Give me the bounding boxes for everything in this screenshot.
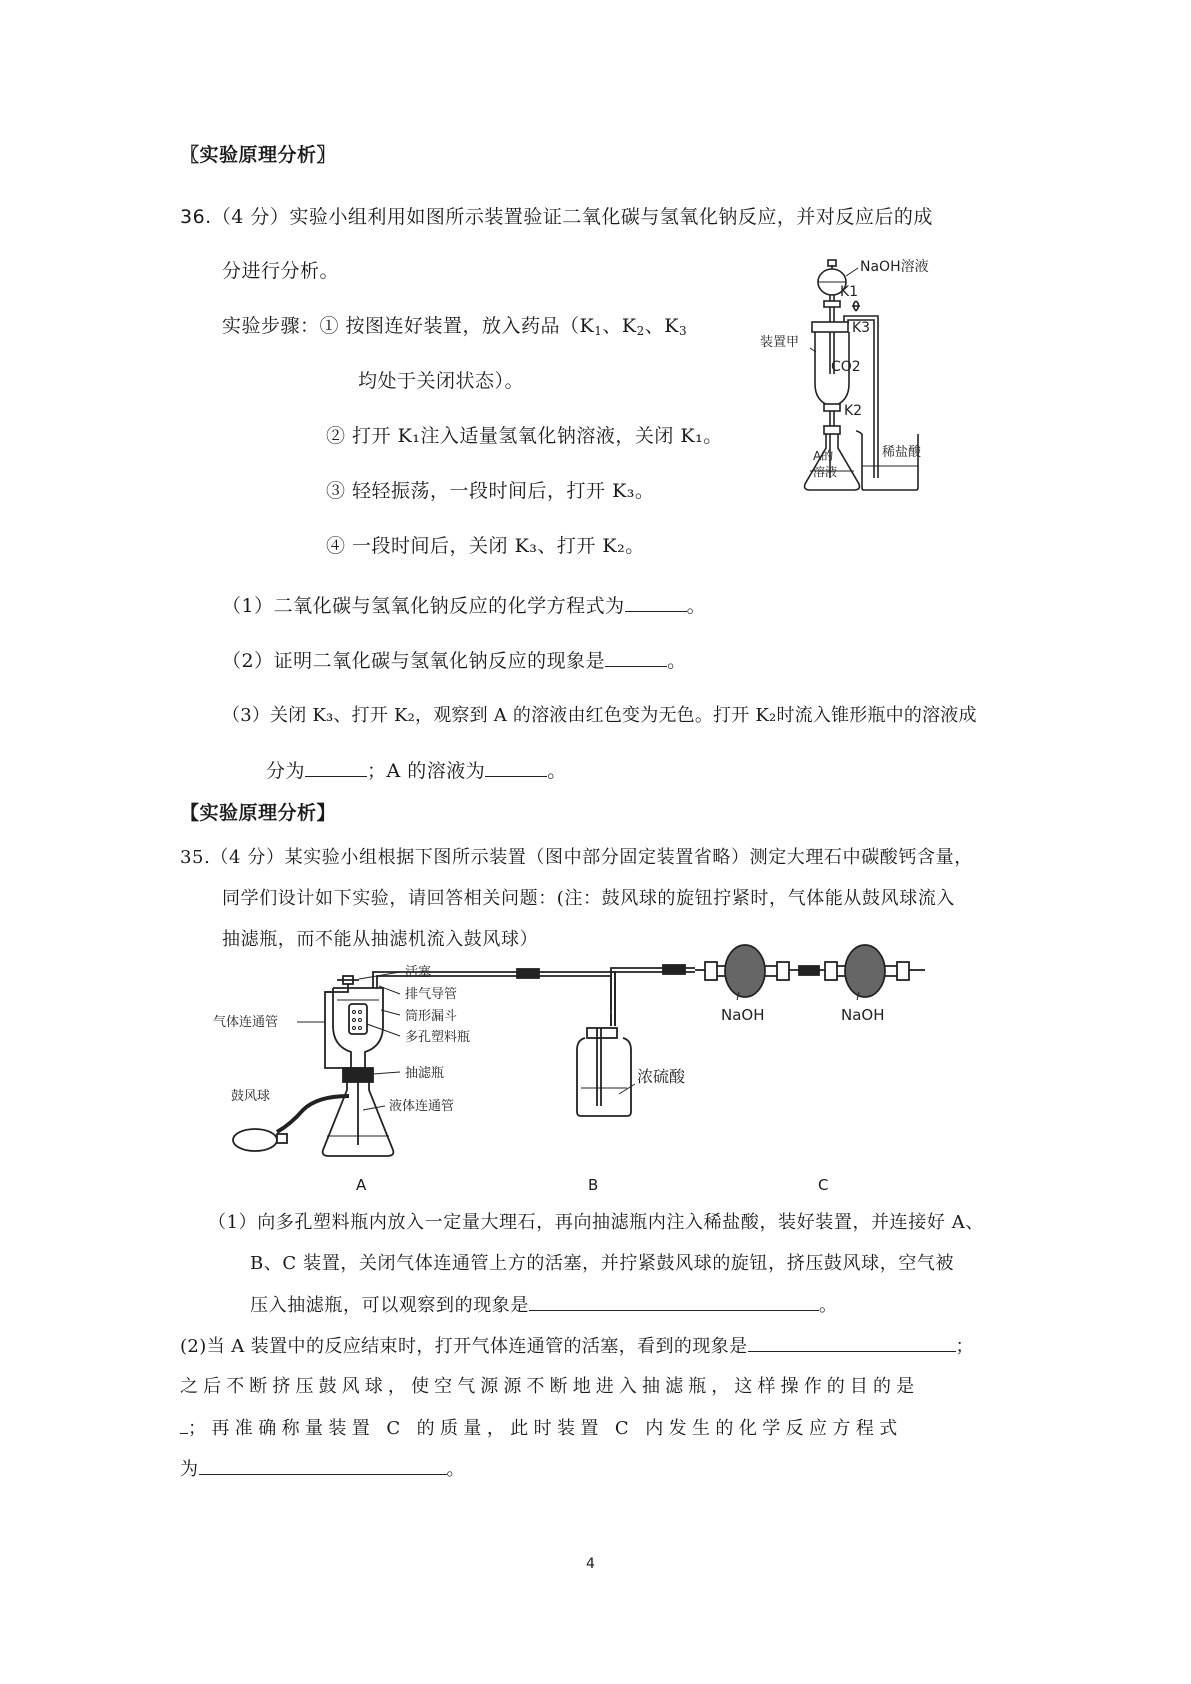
- apparatus-figure-35: [213, 960, 945, 1195]
- label-stopcock: 活塞: [405, 965, 432, 980]
- question-36-text: （4 分）实验小组利用如图所示装置验证二氧化碳与氢氧化钠反应，并对反应后的成: [211, 206, 933, 228]
- label-naoh-solution: NaOH溶液: [860, 259, 929, 275]
- label-funnel: 筒形漏斗: [405, 1009, 458, 1024]
- label-liquid-tube: 液体连通管: [389, 1099, 455, 1114]
- step-2: ② 打开 K₁注入适量氢氧化钠溶液，关闭 K₁。: [326, 425, 723, 447]
- label-gas-tube: 气体连通管: [213, 1015, 279, 1030]
- answer-blank[interactable]: [529, 1292, 819, 1311]
- answer-blank[interactable]: [199, 1456, 447, 1475]
- question-number: 36.: [180, 206, 212, 228]
- question-35-part-1-line-3: 压入抽滤瓶，可以观察到的现象是 。: [250, 1292, 838, 1319]
- label-naoh-1: NaOH: [721, 1006, 765, 1024]
- label-filter-flask: 抽滤瓶: [405, 1066, 445, 1081]
- question-36-part-3: （3）关闭 K₃、打开 K₂，观察到 A 的溶液由红色变为无色。打开 K₂时流入锥形瓶中的溶液成: [222, 705, 977, 726]
- question-36-part-3-cont: 分为 ；A 的溶液为 。: [266, 760, 567, 782]
- label-porous-bottle: 多孔塑料瓶: [405, 1030, 471, 1045]
- answer-blank[interactable]: [605, 648, 667, 667]
- step-1-text: ① 按图连好装置，放入药品（K: [319, 315, 595, 337]
- question-35-line-1: 35.（4 分）某实验小组根据下图所示装置（图中部分固定装置省略）测定大理石中碳酸钙含量，: [180, 847, 973, 868]
- question-35-line-3: 抽滤瓶，而不能从抽滤机流入鼓风球）: [222, 929, 539, 950]
- apparatus-label-b: B: [588, 1176, 599, 1194]
- section-heading-2: 【实验原理分析】: [180, 802, 337, 824]
- label-naoh-2: NaOH: [841, 1006, 885, 1024]
- label-a-solution-2: 溶液: [813, 465, 838, 479]
- label-conc-h2so4: 浓硫酸: [637, 1067, 686, 1086]
- step-1-cont: 均处于关闭状态）。: [358, 370, 525, 392]
- label-device-jia: 装置甲: [760, 335, 800, 350]
- step-4: ④ 一段时间后，关闭 K₃、打开 K₂。: [326, 535, 645, 557]
- question-35-part-1-line-2: B、C 装置，关闭气体连通管上方的活塞，并拧紧鼓风球的旋钮，挤压鼓风球，空气被: [250, 1253, 955, 1274]
- label-k2: K2: [844, 403, 863, 419]
- step-3: ③ 轻轻振荡，一段时间后，打开 K₃。: [326, 480, 655, 502]
- label-k1: K1: [840, 284, 859, 300]
- question-35-part-1-line-1: （1）向多孔塑料瓶内放入一定量大理石，再向抽滤瓶内注入稀盐酸，装好装置，并连接好 A、: [208, 1212, 984, 1233]
- section-heading-1: 〖实验原理分析〗: [180, 144, 337, 166]
- label-a-solution-1: A的: [813, 449, 834, 463]
- question-36-stem: [180, 204, 933, 230]
- answer-blank[interactable]: [485, 758, 547, 777]
- apparatus-label-a: A: [356, 1176, 367, 1194]
- apparatus-figure-36: [760, 256, 1000, 531]
- answer-blank[interactable]: [305, 758, 367, 777]
- step-1: 实验步骤：① 按图连好装置，放入药品（$K_1$、$K_2$、$K_3$: [222, 315, 688, 338]
- question-35-line-2: 同学们设计如下实验，请回答相关问题：(注：鼓风球的旋钮拧紧时，气体能从鼓风球流入: [222, 888, 956, 909]
- question-36-stem-cont: 分进行分析。: [222, 260, 340, 282]
- question-35-part-2-line-4: 为 。: [180, 1456, 465, 1483]
- question-36-part-1: （1）二氧化碳与氢氧化钠反应的化学方程式为 。: [222, 595, 707, 617]
- question-35-part-2-line-2: 之后不断挤压鼓风球，使空气源源不断地进入抽滤瓶，这样操作的目的是: [180, 1376, 920, 1397]
- steps-label: 实验步骤：: [222, 315, 320, 337]
- apparatus-label-c: C: [818, 1176, 829, 1194]
- page-number: 4: [586, 1556, 595, 1572]
- answer-blank[interactable]: [180, 1415, 188, 1434]
- question-35-part-2-line-3: ；再准确称量装置 C 的质量，此时装置 C 内发生的化学反应方程式: [180, 1415, 903, 1442]
- answer-blank[interactable]: [625, 593, 687, 612]
- label-co2: CO2: [831, 359, 861, 375]
- label-bulb: 鼓风球: [231, 1089, 271, 1104]
- answer-blank[interactable]: [748, 1333, 956, 1352]
- question-36-part-2: （2）证明二氧化碳与氢氧化钠反应的现象是 。: [222, 650, 687, 672]
- question-35-part-2-line-1: (2)当 A 装置中的反应结束时，打开气体连通管的活塞，看到的现象是 ；: [180, 1333, 974, 1360]
- label-k3: K3: [852, 320, 871, 336]
- label-dilute-hcl: 稀盐酸: [882, 445, 922, 460]
- label-exhaust-tube: 排气导管: [405, 987, 458, 1002]
